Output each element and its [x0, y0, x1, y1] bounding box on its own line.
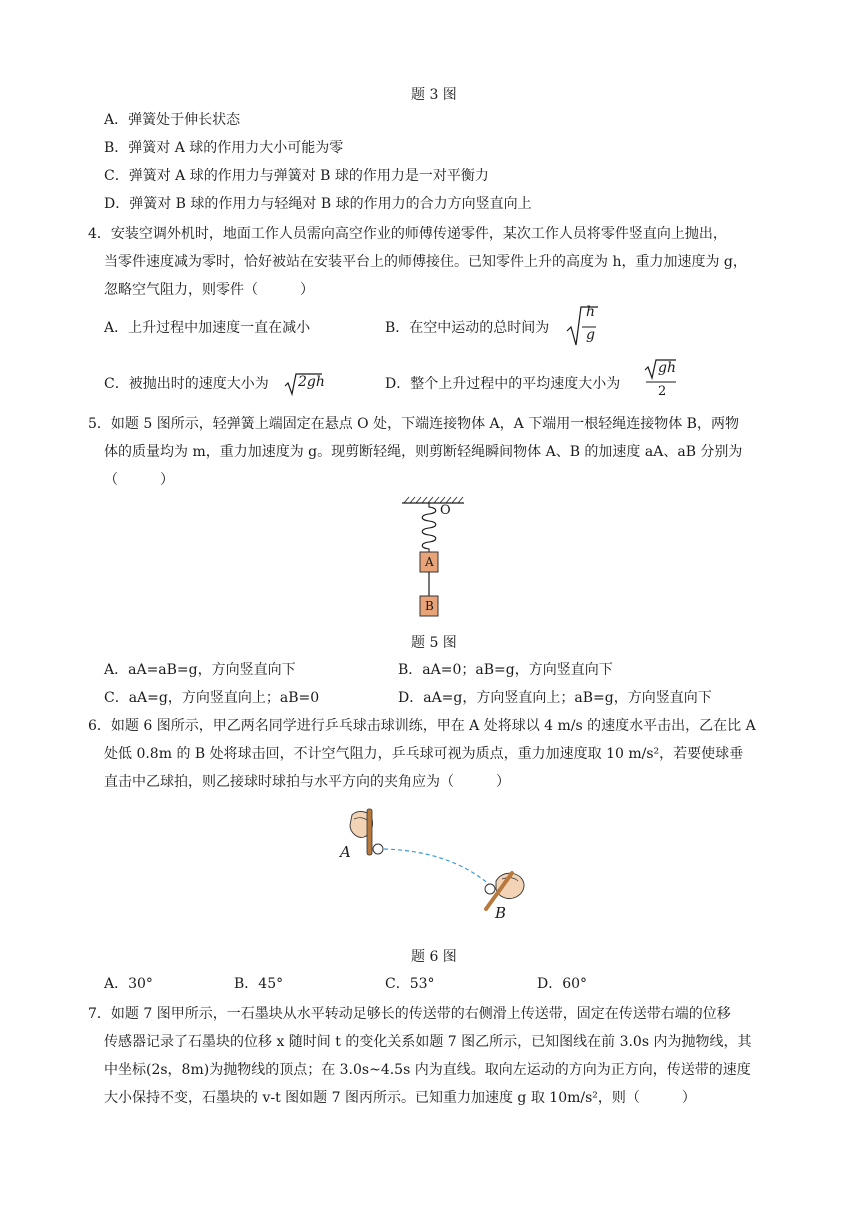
label-block-a: A: [425, 555, 434, 569]
q5-option-b: B．aA=0；aB=g，方向竖直向下: [398, 662, 613, 678]
q3-option-d: D．弹簧对 B 球的作用力与轻绳对 B 球的作用力的合力方向竖直向上: [104, 196, 532, 212]
q3-caption: 题 3 图: [411, 87, 457, 103]
q4-option-a: A．上升过程中加速度一直在减小: [104, 320, 311, 336]
label-point-a: A: [340, 843, 351, 861]
q6-option-a: A．30°: [104, 976, 153, 992]
q6-option-c: C．53°: [385, 976, 435, 992]
q4-option-d: [385, 374, 620, 394]
q4-option-d-text: D．整个上升过程中的平均速度大小为: [385, 376, 621, 392]
q4-option-d-den: 2: [658, 384, 667, 399]
q4-option-c-radicand: 2gh: [298, 374, 325, 390]
q6-stem-line-2: 处低 0.8m 的 B 处将球击回，不计空气阻力，乒乓球可视为质点，重力加速度取 10 m/s²，若要使球垂: [104, 746, 744, 762]
q6-option-b: B．45°: [234, 976, 284, 992]
q4-option-c: [104, 374, 269, 394]
q4-stem-line-2: 当零件速度减为零时，恰好被站在安装平台上的师傅接住。已知零件上升的高度为 h，重力加速度为 g，: [104, 254, 747, 270]
q6-stem-line-3: 直击中乙球拍，则乙接球时球拍与水平方向的夹角应为（ ）: [104, 774, 510, 790]
q6-figure: [340, 805, 540, 925]
q5-stem-line-1: 5．如题 5 图所示，轻弹簧上端固定在悬点 O 处，下端连接物体 A，A 下端用一根轻绳连接物体 B，两物: [88, 416, 739, 432]
hand-a-illustration: [350, 809, 383, 855]
q4-option-b-text: B．在空中运动的总时间为: [385, 320, 550, 336]
q4-option-c-text: C．被抛出时的速度大小为: [104, 376, 269, 392]
q6-caption: 题 6 图: [411, 949, 457, 965]
q3-option-a: A．弹簧处于伸长状态: [104, 112, 241, 128]
q5-stem-line-3: （ ）: [104, 472, 174, 488]
label-point-b: B: [495, 904, 507, 922]
q4-stem-line-1: 4．安装空调外机时，地面工作人员需向高空作业的师傅传递零件，某次工作人员将零件竖直向上抛出，: [88, 226, 727, 242]
q6-option-d: D．60°: [537, 976, 588, 992]
q6-stem-line-1: 6．如题 6 图所示，甲乙两名同学进行乒乓球击球训练，甲在 A 处将球以 4 m/s 的速度水平击出，乙在比 A: [88, 718, 756, 734]
q4-option-b-num: h: [586, 304, 596, 320]
ceiling-hatch: [402, 497, 464, 503]
q7-stem-line-3: 中坐标(2s，8m)为抛物线的顶点；在 3.0s~4.5s 内为直线。取向左运动的方向为正方向，传送带的速度: [104, 1062, 751, 1078]
q5-caption: 题 5 图: [411, 635, 457, 651]
q4-stem-line-3: 忽略空气阻力，则零件（ ）: [104, 282, 314, 298]
label-o: O: [440, 503, 451, 518]
q5-option-d: D．aA=g，方向竖直向上；aB=g，方向竖直向下: [398, 690, 712, 706]
q3-option-c: C．弹簧对 A 球的作用力与弹簧对 B 球的作用力是一对平衡力: [104, 168, 489, 184]
q7-stem-line-1: 7．如题 7 图甲所示，一石墨块从水平转动足够长的传送带的右侧滑上传送带，固定在传送带右端的位移: [88, 1006, 731, 1022]
q5-stem-line-2: 体的质量均为 m，重力加速度为 g。现剪断轻绳，则剪断轻绳瞬间物体 A、B 的加速度 aA、aB 分别为: [104, 444, 743, 460]
q4-option-b-den: g: [586, 327, 595, 343]
q5-option-a: A．aA=aB=g，方向竖直向下: [104, 662, 296, 678]
ball-trajectory: [384, 849, 490, 885]
q4-option-d-radicand: gh: [658, 360, 676, 376]
label-block-b: B: [425, 599, 434, 613]
q3-option-b: B．弹簧对 A 球的作用力大小可能为零: [104, 140, 344, 156]
q7-stem-line-4: 大小保持不变，石墨块的 v-t 图如题 7 图丙所示。已知重力加速度 g 取 10m/s²，则（ ）: [104, 1090, 696, 1106]
q5-option-c: C．aA=g，方向竖直向上；aB=0: [104, 690, 320, 706]
q7-stem-line-2: 传感器记录了石墨块的位移 x 随时间 t 的变化关系如题 7 图乙所示，已知图线在前 3.0s 内为抛物线，其: [104, 1034, 752, 1050]
spring: [422, 503, 436, 552]
q4-option-b: [385, 318, 549, 338]
